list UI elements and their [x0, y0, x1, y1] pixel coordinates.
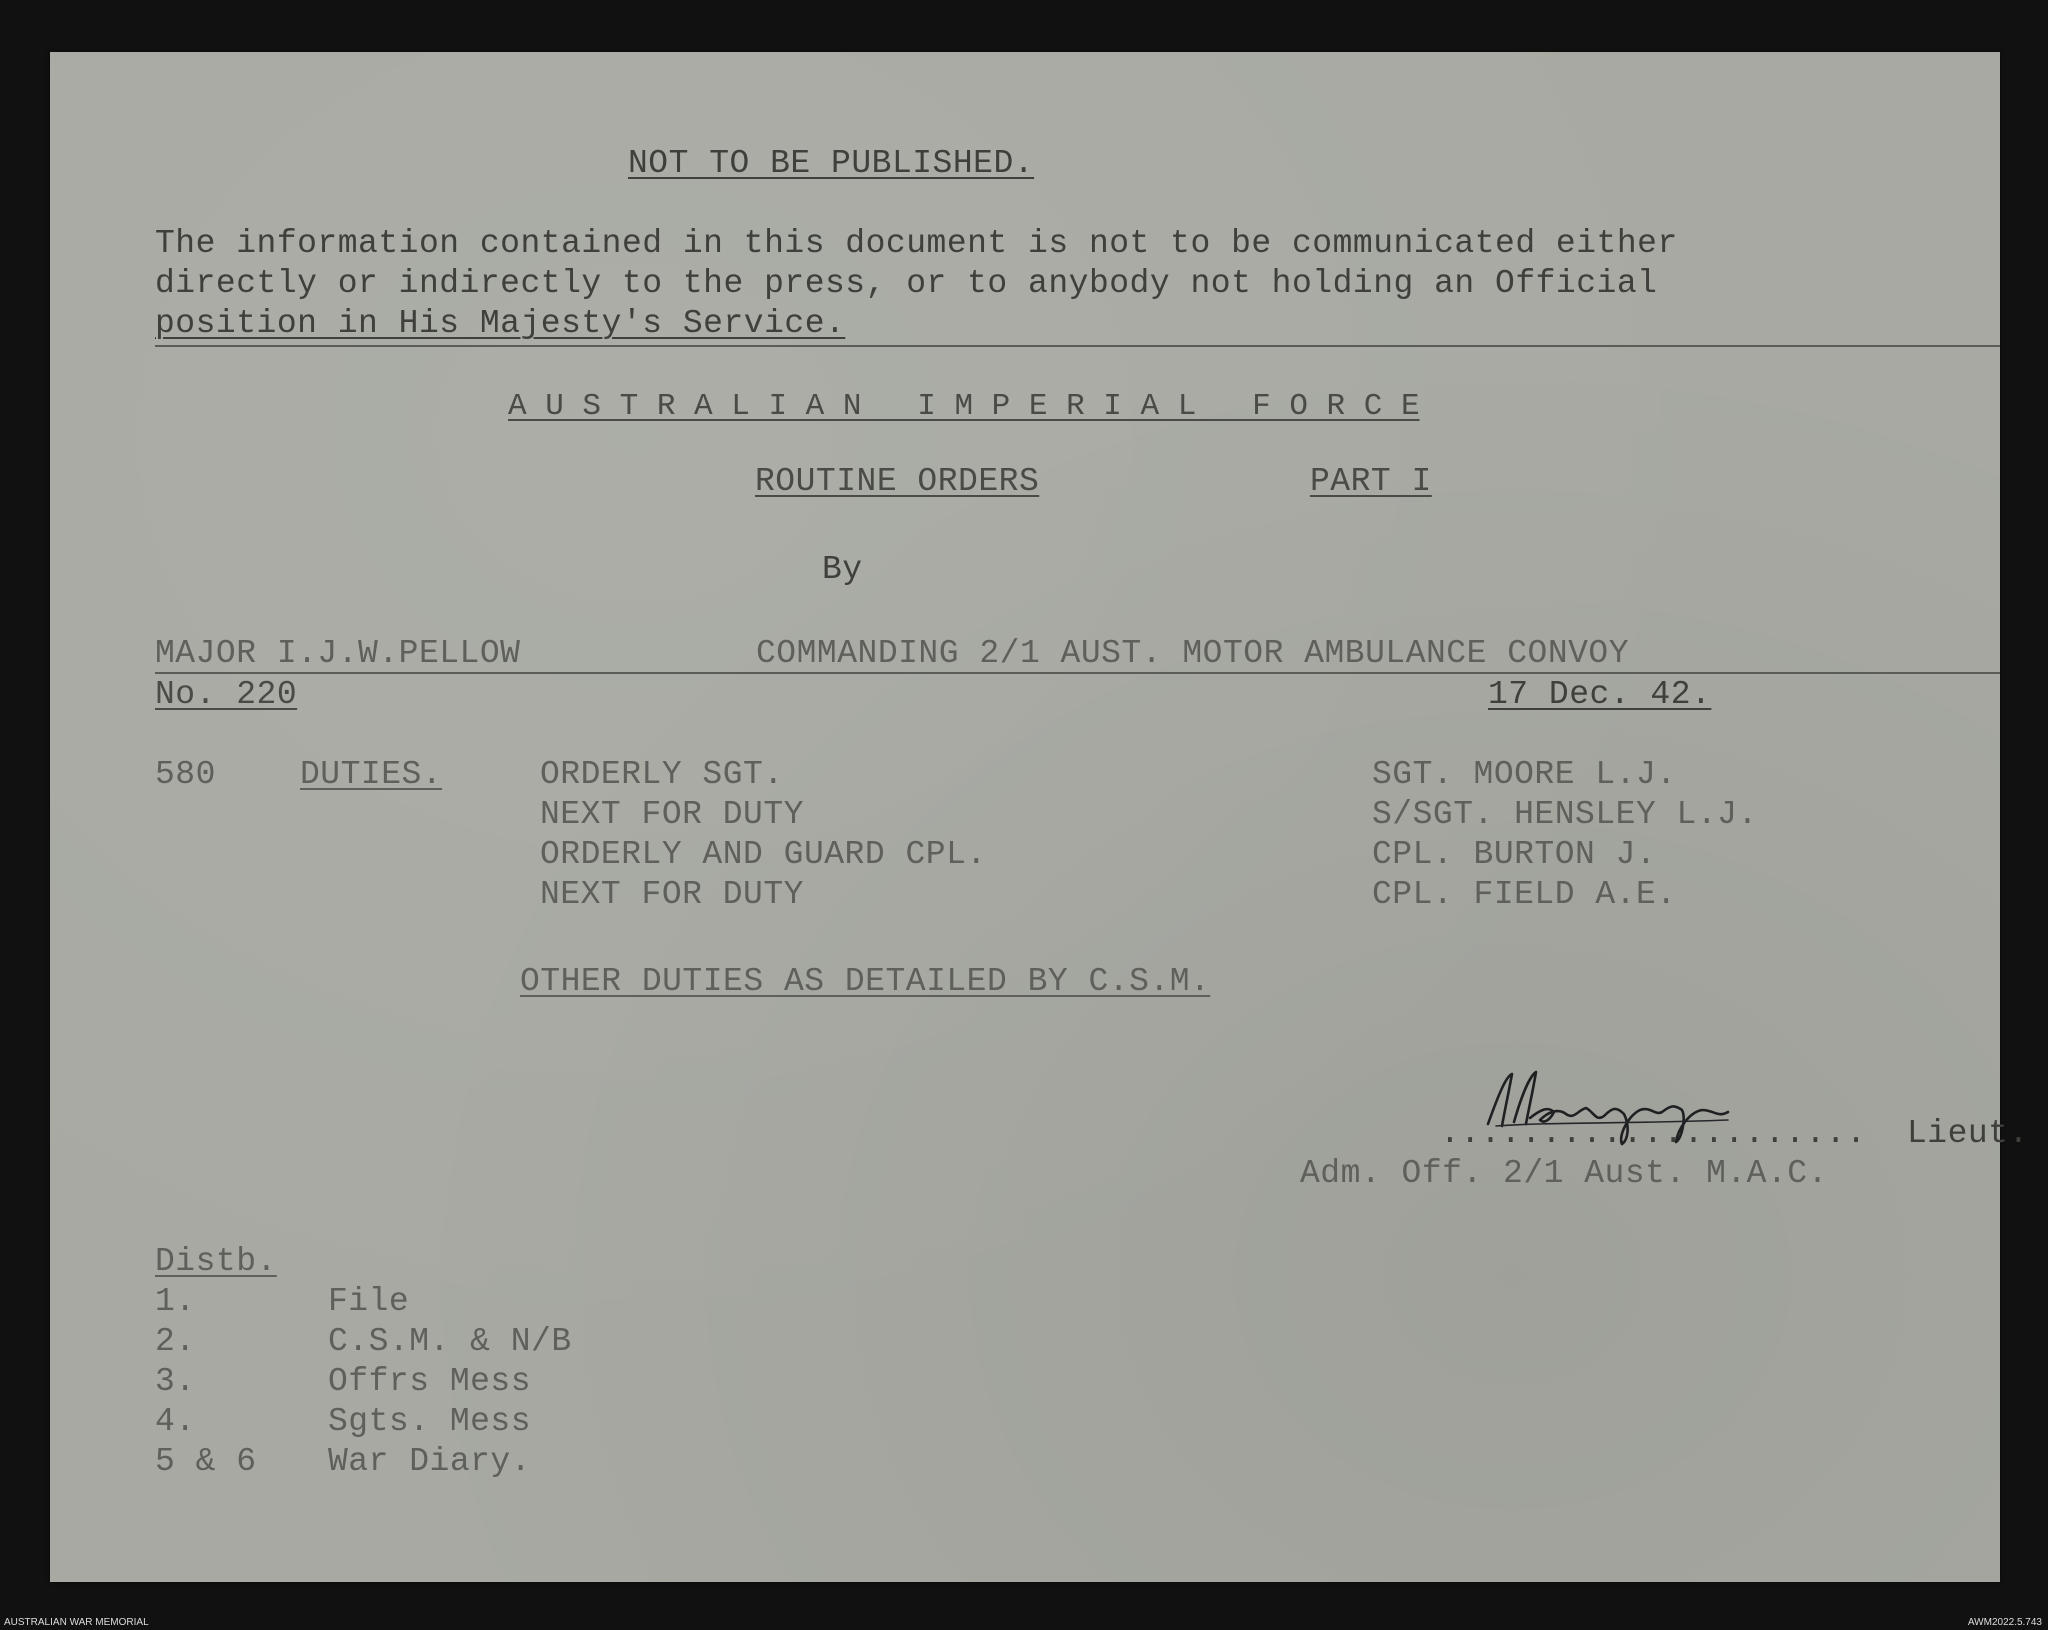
duty-role: ORDERLY SGT.	[540, 756, 784, 793]
item-heading: DUTIES.	[300, 756, 443, 793]
distribution-recipient: C.S.M. & N/B	[328, 1323, 572, 1360]
duty-person: S/SGT. HENSLEY L.J.	[1372, 796, 1758, 833]
command-line: COMMANDING 2/1 AUST. MOTOR AMBULANCE CONVOY	[756, 635, 1630, 672]
signature-line: ..................... Lieut.	[1440, 1115, 2029, 1152]
command-rule	[155, 672, 2000, 674]
order-number: No. 220	[155, 676, 298, 713]
distribution-number: 5 & 6	[155, 1443, 257, 1480]
distribution-heading: Distb.	[155, 1243, 277, 1280]
signatory-title: Adm. Off. 2/1 Aust. M.A.C.	[1300, 1155, 1828, 1192]
distribution-number: 3.	[155, 1363, 196, 1400]
duty-person: SGT. MOORE L.J.	[1372, 756, 1677, 793]
duty-role: NEXT FOR DUTY	[540, 796, 804, 833]
distribution-recipient: File	[328, 1283, 410, 1320]
distribution-number: 2.	[155, 1323, 196, 1360]
routine-orders-title: ROUTINE ORDERS	[755, 463, 1040, 500]
notice-line-1: The information contained in this document is not to be communicated either	[155, 225, 1678, 262]
notice-line-3: position in His Majesty's Service.	[155, 305, 846, 342]
duty-role: NEXT FOR DUTY	[540, 876, 804, 913]
duty-person: CPL. FIELD A.E.	[1372, 876, 1677, 913]
distribution-recipient: Sgts. Mess	[328, 1403, 532, 1440]
by-label: By	[822, 551, 863, 588]
distribution-number: 4.	[155, 1403, 196, 1440]
footer-catalogue-number: AWM2022.5.743	[1967, 1617, 2042, 1628]
part-label: PART I	[1310, 463, 1432, 500]
other-duties-note: OTHER DUTIES AS DETAILED BY C.S.M.	[520, 963, 1211, 1000]
duty-person: CPL. BURTON J.	[1372, 836, 1657, 873]
footer-institution: AUSTRALIAN WAR MEMORIAL	[4, 1617, 149, 1628]
force-title: A U S T R A L I A N I M P E R I A L F O R C E	[508, 389, 1420, 424]
distribution-number: 1.	[155, 1283, 196, 1320]
order-date: 17 Dec. 42.	[1488, 676, 1712, 713]
item-number: 580	[155, 756, 216, 793]
header-not-to-be-published: NOT TO BE PUBLISHED.	[628, 145, 1035, 182]
notice-rule	[155, 345, 2000, 347]
officer-name: MAJOR I.J.W.PELLOW	[155, 635, 521, 672]
distribution-recipient: War Diary.	[328, 1443, 532, 1480]
notice-line-2: directly or indirectly to the press, or to anybody not holding an Official	[155, 265, 1658, 302]
document-page	[50, 52, 2029, 1582]
duty-role: ORDERLY AND GUARD CPL.	[540, 836, 987, 873]
distribution-recipient: Offrs Mess	[328, 1363, 532, 1400]
